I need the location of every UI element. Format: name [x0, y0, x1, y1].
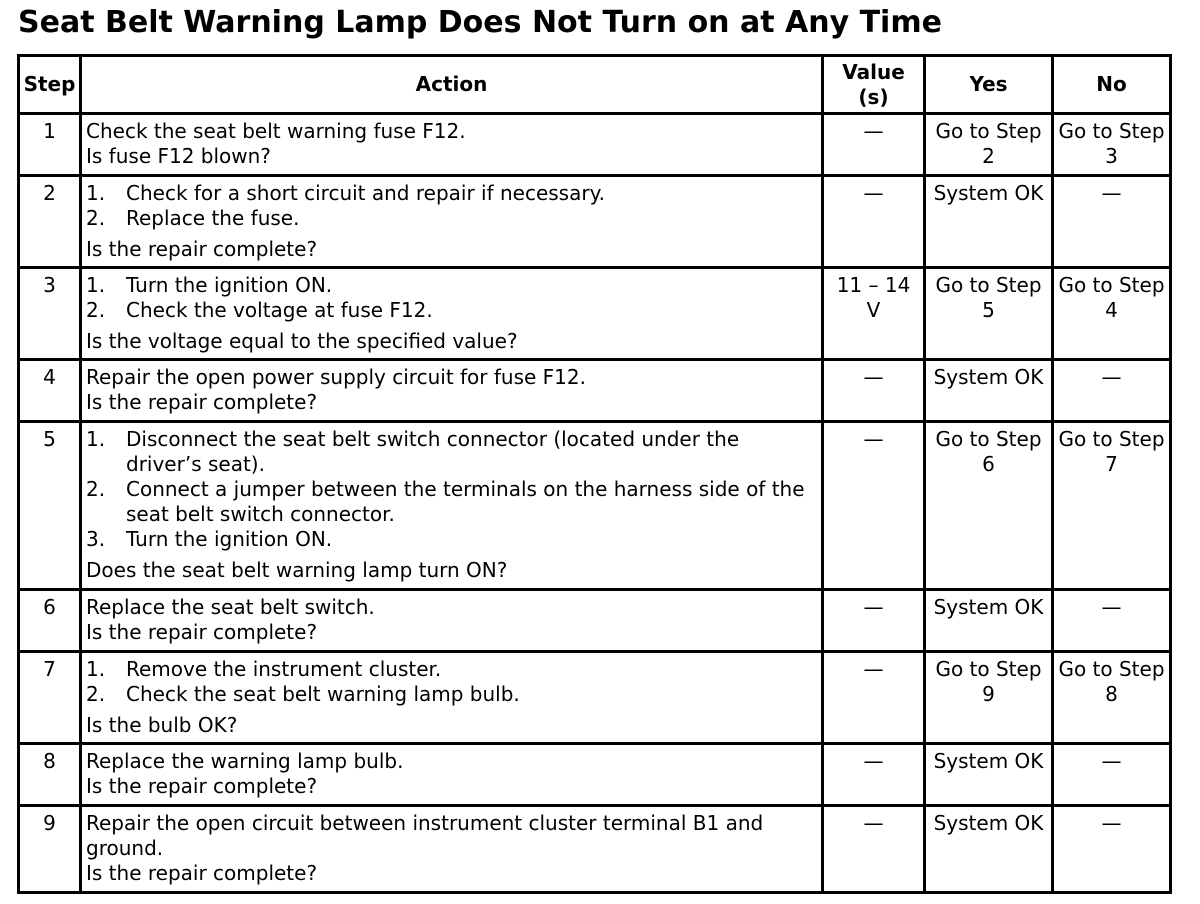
- value-cell: —: [823, 422, 925, 590]
- no-cell: Go to Step 7: [1053, 422, 1171, 590]
- action-step-text: Check the seat belt warning lamp bulb.: [126, 682, 520, 706]
- diagnostic-table: [17, 54, 1172, 894]
- table-row: [19, 652, 1171, 744]
- value-cell: —: [823, 652, 925, 744]
- step-number: 5: [19, 422, 81, 590]
- action-text: Replace the warning lamp bulb.: [86, 749, 404, 773]
- table-row: [19, 360, 1171, 422]
- action-step-number: 1.: [86, 273, 106, 297]
- action-text: Repair the open circuit between instrument cluster terminal B1 and ground.: [86, 811, 764, 860]
- yes-cell: System OK: [925, 176, 1053, 268]
- action-text: Repair the open power supply circuit for fuse F12.: [86, 365, 586, 389]
- action-cell: [81, 114, 823, 176]
- yes-cell: Go to Step 6: [925, 422, 1053, 590]
- action-question: Is the repair complete?: [86, 774, 318, 798]
- step-number: 4: [19, 360, 81, 422]
- action-step-text: Replace the fuse.: [126, 206, 300, 230]
- page-title: Seat Belt Warning Lamp Does Not Turn on at Any Time: [18, 5, 942, 40]
- action-question: Is the voltage equal to the specified value?: [86, 329, 518, 353]
- action-cell: [81, 176, 823, 268]
- header-row: [19, 56, 1171, 114]
- yes-cell: System OK: [925, 744, 1053, 806]
- no-cell: —: [1053, 806, 1171, 893]
- yes-cell: Go to Step 9: [925, 652, 1053, 744]
- action-step-text: Turn the ignition ON.: [126, 273, 333, 297]
- action-step: [86, 427, 817, 477]
- action-cell: [81, 806, 823, 893]
- action-question: Does the seat belt warning lamp turn ON?: [86, 558, 508, 582]
- table-row: [19, 806, 1171, 893]
- yes-cell: Go to Step 2: [925, 114, 1053, 176]
- action-steps-list: [86, 427, 817, 552]
- action-step: [86, 477, 817, 527]
- action-question: Is fuse F12 blown?: [86, 144, 271, 168]
- value-cell: —: [823, 590, 925, 652]
- step-number: 1: [19, 114, 81, 176]
- action-question: Is the repair complete?: [86, 390, 318, 414]
- action-steps-list: [86, 181, 817, 231]
- action-step: [86, 527, 817, 552]
- no-cell: Go to Step 3: [1053, 114, 1171, 176]
- action-step-number: 1.: [86, 427, 106, 451]
- action-question: Is the repair complete?: [86, 620, 318, 644]
- action-text: Replace the seat belt switch.: [86, 595, 375, 619]
- table-row: [19, 268, 1171, 360]
- no-cell: Go to Step 4: [1053, 268, 1171, 360]
- table-row: [19, 422, 1171, 590]
- action-question: Is the repair complete?: [86, 237, 318, 261]
- step-number: 3: [19, 268, 81, 360]
- header-yes: Yes: [925, 56, 1053, 114]
- action-step-number: 2.: [86, 206, 106, 230]
- yes-cell: Go to Step 5: [925, 268, 1053, 360]
- action-cell: [81, 360, 823, 422]
- yes-cell: System OK: [925, 806, 1053, 893]
- value-cell: —: [823, 744, 925, 806]
- action-steps-list: [86, 657, 817, 707]
- action-step-number: 2.: [86, 682, 106, 706]
- header-step: Step: [19, 56, 81, 114]
- action-step-text: Check the voltage at fuse F12.: [126, 298, 433, 322]
- yes-cell: System OK: [925, 590, 1053, 652]
- no-cell: Go to Step 8: [1053, 652, 1171, 744]
- header-no: No: [1053, 56, 1171, 114]
- action-text: Check the seat belt warning fuse F12.: [86, 119, 466, 143]
- value-cell: —: [823, 360, 925, 422]
- action-cell: [81, 422, 823, 590]
- action-steps-list: [86, 273, 817, 323]
- action-step: [86, 657, 817, 682]
- action-step-number: 1.: [86, 181, 106, 205]
- no-cell: —: [1053, 176, 1171, 268]
- action-question: Is the bulb OK?: [86, 713, 238, 737]
- action-question: Is the repair complete?: [86, 861, 318, 885]
- header-value: [823, 56, 925, 114]
- header-value-line1: Value: [842, 59, 905, 84]
- action-step-number: 2.: [86, 298, 106, 322]
- action-step-number: 2.: [86, 477, 106, 501]
- table-row: [19, 590, 1171, 652]
- action-cell: [81, 268, 823, 360]
- table-row: [19, 744, 1171, 806]
- action-step-text: Remove the instrument cluster.: [126, 657, 442, 681]
- step-number: 8: [19, 744, 81, 806]
- table-row: [19, 114, 1171, 176]
- step-number: 6: [19, 590, 81, 652]
- step-number: 9: [19, 806, 81, 893]
- no-cell: —: [1053, 744, 1171, 806]
- action-step: [86, 298, 817, 323]
- value-cell: 11 – 14 V: [823, 268, 925, 360]
- action-cell: [81, 744, 823, 806]
- header-action: Action: [81, 56, 823, 114]
- value-cell: —: [823, 806, 925, 893]
- step-number: 7: [19, 652, 81, 744]
- action-step: [86, 273, 817, 298]
- table-row: [19, 176, 1171, 268]
- action-step-text: Turn the ignition ON.: [126, 527, 333, 551]
- header-value-line2: (s): [858, 84, 889, 109]
- action-cell: [81, 652, 823, 744]
- action-step-text: Check for a short circuit and repair if necessary.: [126, 181, 605, 205]
- no-cell: —: [1053, 360, 1171, 422]
- action-cell: [81, 590, 823, 652]
- action-step: [86, 181, 817, 206]
- no-cell: —: [1053, 590, 1171, 652]
- action-step-number: 1.: [86, 657, 106, 681]
- value-cell: —: [823, 176, 925, 268]
- action-step-text: Connect a jumper between the terminals on the harness side of the seat belt switch connector.: [126, 477, 805, 526]
- action-step-number: 3.: [86, 527, 106, 551]
- step-number: 2: [19, 176, 81, 268]
- value-cell: —: [823, 114, 925, 176]
- action-step: [86, 682, 817, 707]
- yes-cell: System OK: [925, 360, 1053, 422]
- action-step: [86, 206, 817, 231]
- action-step-text: Disconnect the seat belt switch connector (located under the driver’s seat).: [126, 427, 740, 476]
